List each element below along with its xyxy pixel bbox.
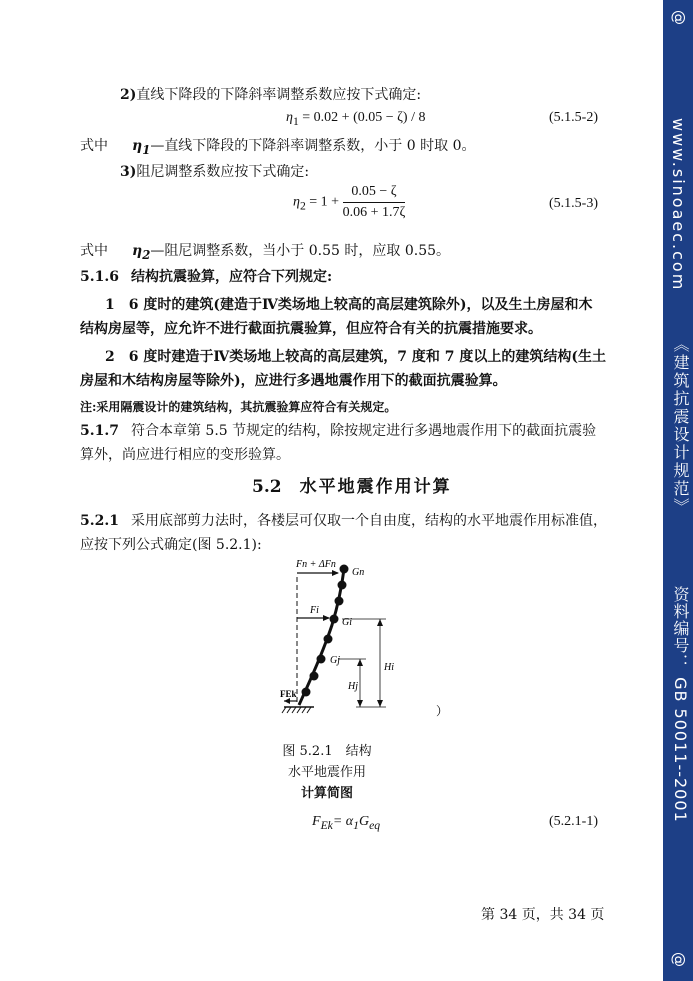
paragraph-1-line-1: 1 6 度时的建筑(建造于Ⅳ类场地上较高的高层建筑除外)，以及生土房屋和木 xyxy=(105,297,593,313)
eq3-mid: = α xyxy=(332,814,354,829)
eq3-lhs-sub: Ek xyxy=(320,818,333,832)
eq2-sub: 2 xyxy=(299,199,306,213)
eq3-number: (5.2.1-1) xyxy=(549,814,598,829)
eq2-number: (5.1.5-3) xyxy=(549,196,598,211)
hi-arrow-top xyxy=(377,619,383,626)
hj-arrow-top xyxy=(357,659,363,666)
label-fi: Fi xyxy=(310,605,319,616)
where1-symbol: η xyxy=(132,138,143,154)
note: 注:采用隔震设计的建筑结构，其抗震验算应符合有关规定。 xyxy=(80,400,397,414)
eq1-lhs: η xyxy=(286,110,293,125)
section-5-2-title: 水平地震作用计算 xyxy=(299,477,452,497)
eq2-fraction xyxy=(343,184,406,221)
item-2-number: 2) xyxy=(120,87,137,103)
clause-5-1-7 xyxy=(80,420,596,440)
item-3-number: 3) xyxy=(120,164,137,180)
where1-sub: 1 xyxy=(142,142,151,157)
where1-text: —直线下降段的下降斜率调整系数，小于 0 时取 0。 xyxy=(150,138,476,154)
item-3 xyxy=(120,161,309,181)
eq3-rhs: G xyxy=(358,814,370,829)
band-at-bottom: @ xyxy=(670,952,688,967)
paragraph-2-line-1: 2 6 度时建造于Ⅳ类场地上较高的高层建筑，7 度和 7 度以上的建筑结构(生土 xyxy=(105,349,606,365)
clause-5-1-7-number: 5.1.7 xyxy=(80,423,119,439)
clause-5-1-6 xyxy=(80,266,332,286)
where2-lead: 式中 xyxy=(80,243,108,259)
clause-5-1-7-line-2: 算外，尚应进行相应的变形验算。 xyxy=(80,447,290,463)
where2-sub: 2 xyxy=(142,247,151,262)
label-fek: FEk xyxy=(280,689,297,699)
where2-symbol: η xyxy=(132,243,143,259)
section-5-2-number: 5.2 xyxy=(252,477,282,497)
label-gn: Gn xyxy=(352,567,365,578)
paragraph-2-line-2: 房屋和木结构房屋等除外)，应进行多遇地震作用下的截面抗震验算。 xyxy=(80,373,507,389)
section-heading-5-2 xyxy=(252,472,452,497)
figure-diagram xyxy=(270,555,450,725)
figure-caption-line-3: 计算简图 xyxy=(300,786,353,801)
item-2-text: 直线下降段的下降斜率调整系数应按下式确定: xyxy=(136,87,422,103)
clause-5-2-1-number: 5.2.1 xyxy=(80,513,119,529)
hj-arrow-bottom xyxy=(357,700,363,707)
label-hj: Hj xyxy=(348,681,358,692)
paragraph-1-line-2: 结构房屋等，应允许不进行截面抗震验算，但应符合有关的抗震措施要求。 xyxy=(80,321,542,337)
band-book-title: 《建筑抗震设计规范》 xyxy=(671,336,690,516)
stray-mark: ） xyxy=(436,704,449,718)
where-eta2 xyxy=(80,240,450,262)
hi-arrow-bottom xyxy=(377,700,383,707)
eq3-rhs-sub: eq xyxy=(369,818,381,832)
top-force-arrowhead xyxy=(332,570,339,576)
eq1-number: (5.1.5-2) xyxy=(549,110,598,125)
equation-5-2-1-1 xyxy=(312,814,380,832)
fi-force-arrowhead xyxy=(323,615,330,621)
band-url: www.sinoaec.com xyxy=(669,118,688,292)
eq1-rhs: = 0.02 + (0.05 − ζ) / 8 xyxy=(298,110,426,125)
deformed-column xyxy=(299,569,344,705)
clause-5-2-1 xyxy=(80,510,607,530)
item-3-text: 阻尼调整系数应按下式确定: xyxy=(136,164,310,180)
page-footer: 第 34 页，共 34 页 xyxy=(481,907,605,923)
clause-5-1-6-text: 结构抗震验算，应符合下列规定: xyxy=(130,269,333,285)
clause-5-2-1-line-2: 应按下列公式确定(图 5.2.1): xyxy=(80,537,262,553)
label-gj: Gj xyxy=(330,655,340,666)
eq1-sub: 1 xyxy=(292,114,299,128)
where-eta1 xyxy=(80,135,475,157)
figure-caption xyxy=(262,741,392,804)
figure-5-2-1 xyxy=(270,555,450,725)
where2-text: —阻尼调整系数，当小于 0.55 时，应取 0.55。 xyxy=(150,243,451,259)
eq2-denominator: 0.06 + 1.7ζ xyxy=(342,205,406,220)
label-hi: Hi xyxy=(384,662,394,673)
eq3-lhs: F xyxy=(312,814,321,829)
equation-5-1-5-2 xyxy=(286,110,425,128)
eq2-eqsign: = 1 + xyxy=(305,194,343,210)
band-at-top: @ xyxy=(670,10,688,25)
equation-5-1-5-3 xyxy=(293,184,405,221)
eq2-lhs: η xyxy=(293,194,300,210)
ground-hatch xyxy=(282,707,311,713)
figure-caption-line-1: 图 5.2.1 结构 xyxy=(282,744,372,759)
clause-5-1-7-line-1: 符合本章第 5.5 节规定的结构，除按规定进行多遇地震作用下的截面抗震验 xyxy=(130,423,597,439)
label-top-force: Fn + ΔFn xyxy=(296,559,336,570)
where1-lead: 式中 xyxy=(80,138,108,154)
band-code-ref: 资料编号： GB 50011--2001 xyxy=(671,586,690,823)
label-gi: Gi xyxy=(342,617,352,628)
eq2-numerator: 0.05 − ζ xyxy=(343,184,406,203)
eq3-mid-sub: 1 xyxy=(353,818,359,832)
clause-5-2-1-line-1: 采用底部剪力法时，各楼层可仅取一个自由度，结构的水平地震作用标准值， xyxy=(130,513,607,529)
figure-caption-line-2: 水平地震作用 xyxy=(287,765,366,780)
item-2 xyxy=(120,84,421,104)
clause-5-1-6-number: 5.1.6 xyxy=(80,269,119,285)
side-band xyxy=(663,0,693,981)
mass-nodes xyxy=(302,565,349,697)
